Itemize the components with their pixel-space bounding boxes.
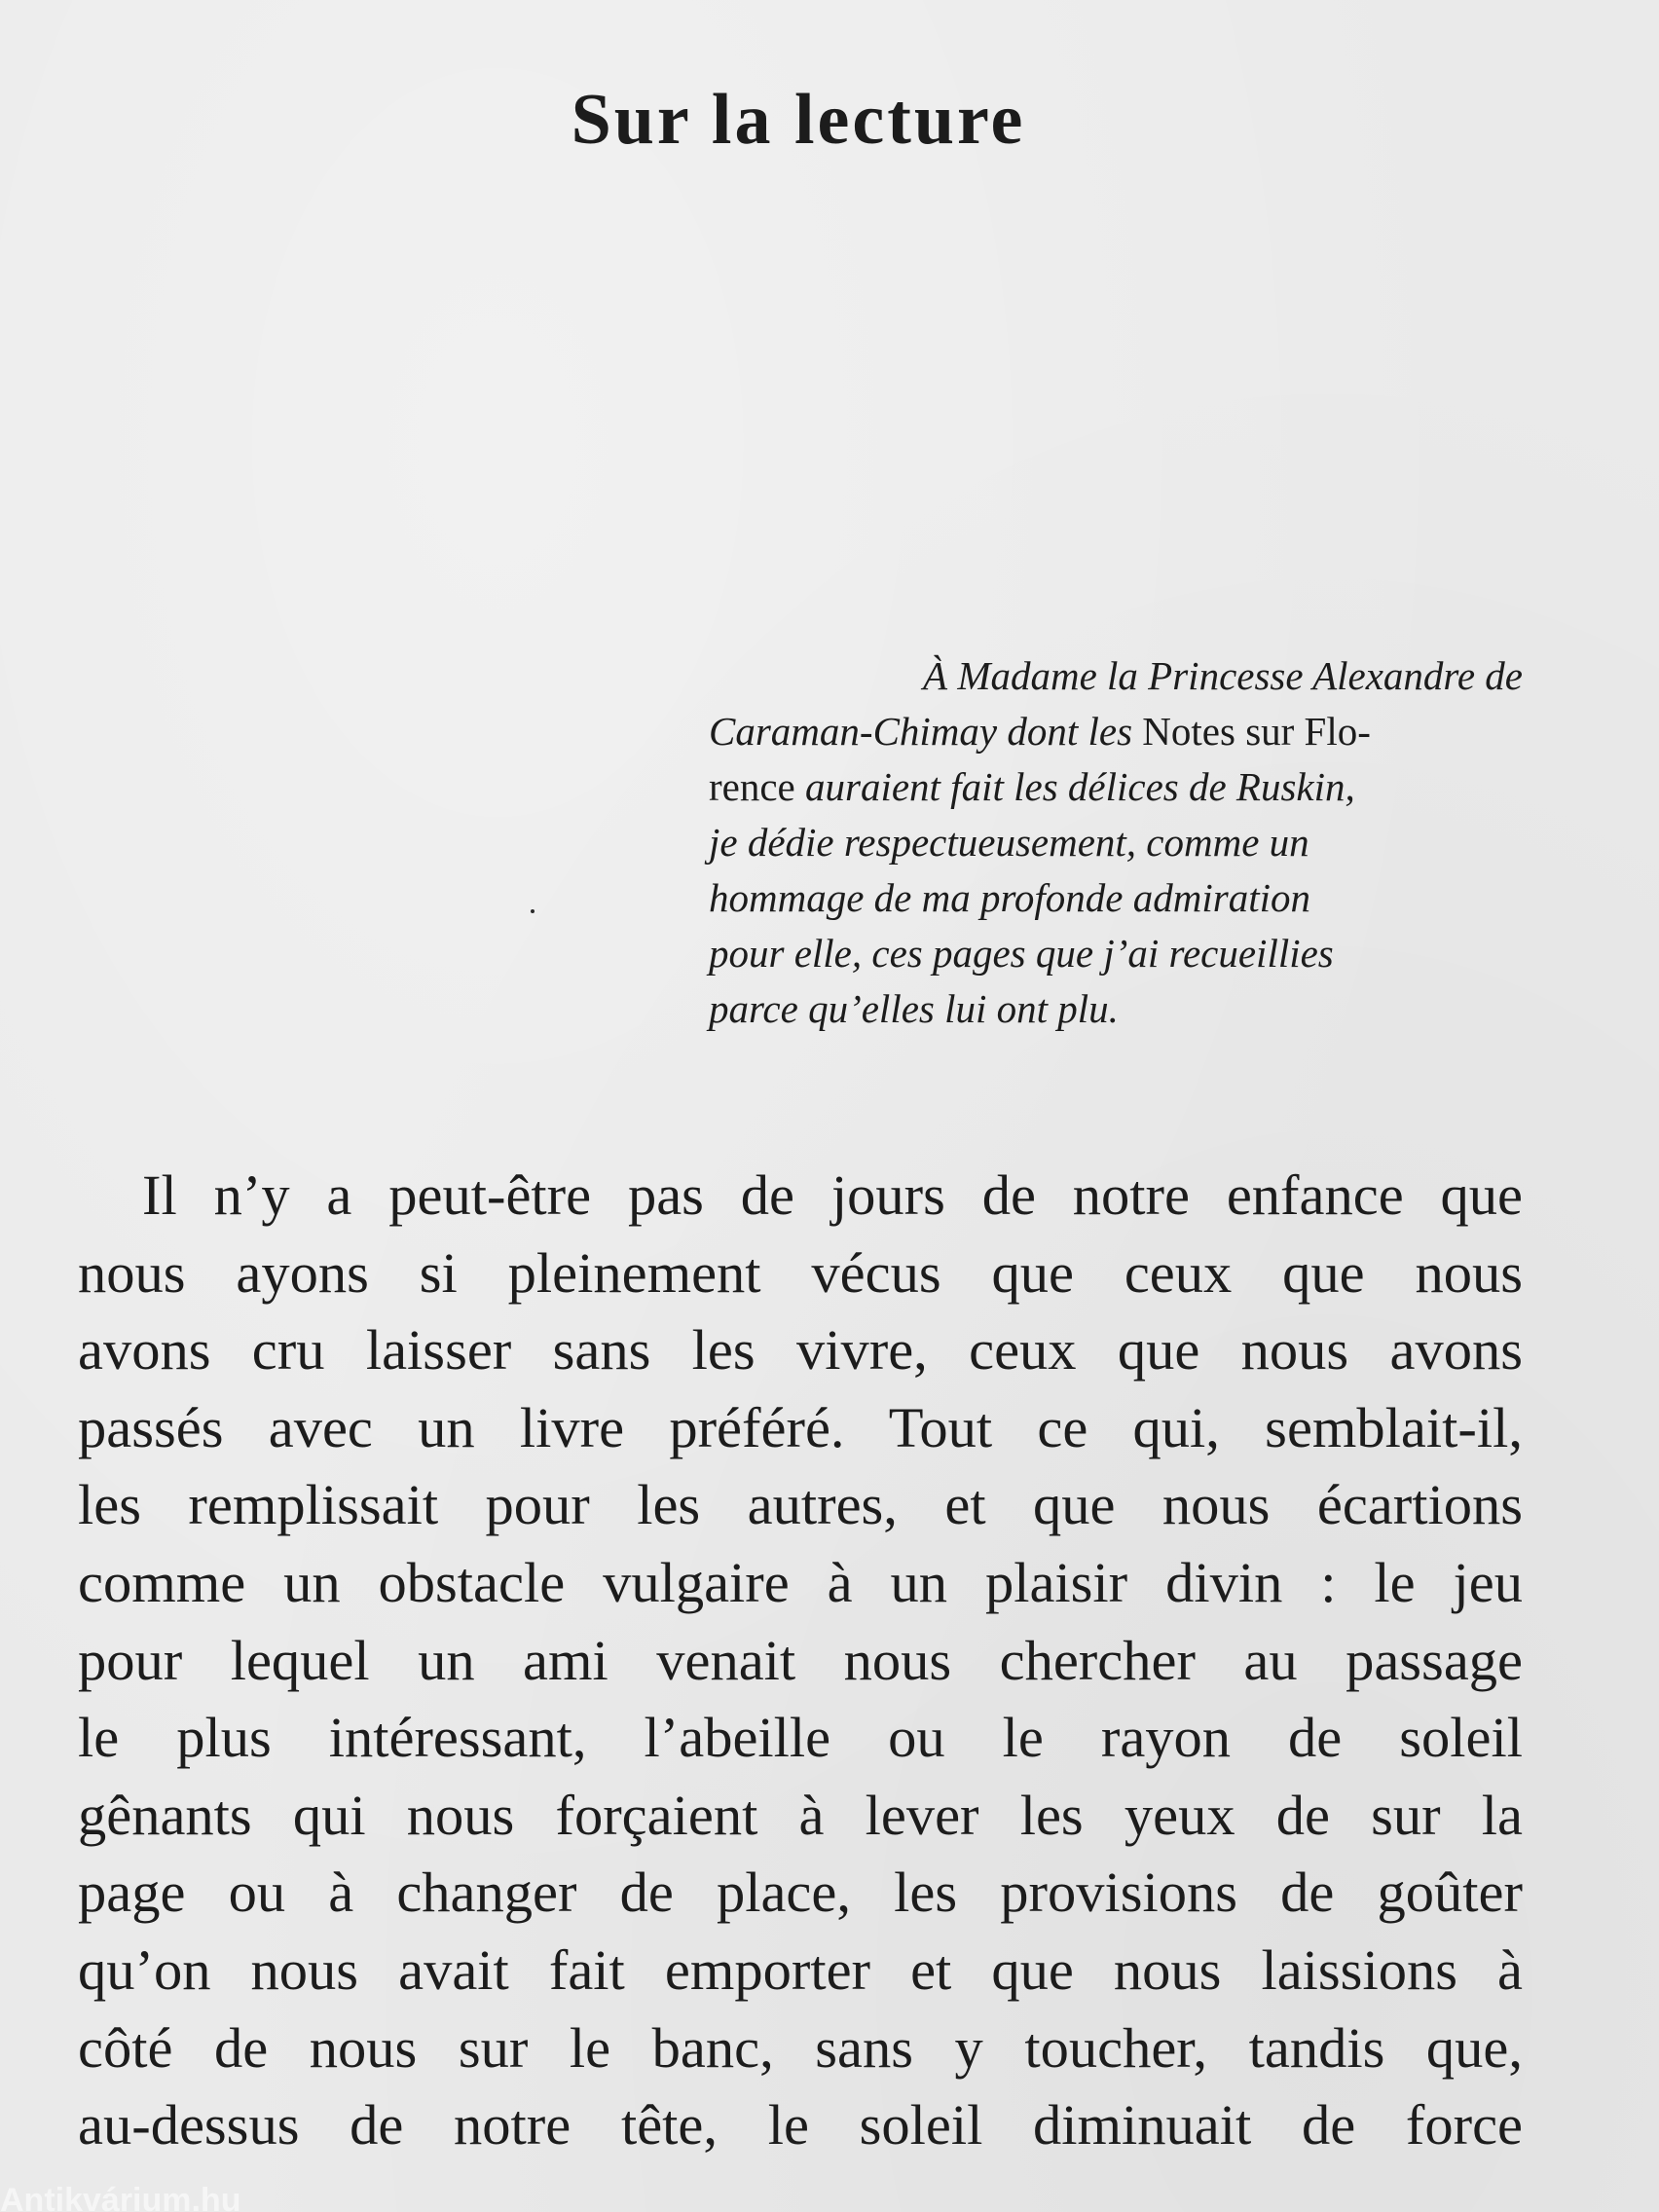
body-line: gênants qui nous forçaient à lever les yeux de sur la bbox=[78, 1783, 1523, 1847]
body-line: avons cru laisser sans les vivre, ceux que nous avons bbox=[78, 1318, 1523, 1382]
body-line: le plus intéressant, l’abeille ou le rayon de soleil bbox=[78, 1706, 1523, 1770]
dedication-italic-text: auraient fait les délices de Ruskin, bbox=[805, 764, 1355, 809]
dedication-italic-text: Caraman-Chimay dont les bbox=[709, 709, 1143, 754]
body-line: au-dessus de notre tête, le soleil diminuait de force bbox=[78, 2093, 1523, 2157]
ink-speck bbox=[531, 909, 535, 913]
dedication-italic-text: je dédie respectueusement, comme un bbox=[709, 820, 1309, 865]
dedication-roman-text: rence bbox=[709, 764, 805, 809]
body-line: qu’on nous avait fait emporter et que nous laissions à bbox=[78, 1937, 1523, 2002]
dedication-italic-text: À Madame la Princesse Alexandre de bbox=[923, 653, 1523, 698]
dedication-line bbox=[709, 648, 1523, 704]
dedication-line bbox=[709, 981, 1523, 1037]
body-line: les remplissait pour les autres, et que nous écartions bbox=[78, 1473, 1523, 1537]
body-line: nous ayons si pleinement vécus que ceux que nous bbox=[78, 1240, 1523, 1305]
body-line: page ou à changer de place, les provisions de goûter bbox=[78, 1861, 1523, 1925]
dedication-line bbox=[709, 704, 1523, 759]
dedication-line bbox=[709, 870, 1523, 926]
body-line: passés avec un livre préféré. Tout ce qui, semblait-il, bbox=[78, 1395, 1523, 1459]
dedication-italic-text: parce qu’elles lui ont plu. bbox=[709, 986, 1119, 1031]
dedication-line bbox=[709, 815, 1523, 870]
dedication bbox=[709, 648, 1523, 1037]
watermark-text: Antikvárium.hu bbox=[0, 2182, 241, 2212]
dedication-line bbox=[709, 759, 1523, 815]
body-line: pour lequel un ami venait nous chercher au passage bbox=[78, 1628, 1523, 1692]
dedication-line bbox=[709, 926, 1523, 981]
dedication-italic-text: hommage de ma profonde admiration bbox=[709, 875, 1310, 920]
dedication-roman-text: Notes sur Flo- bbox=[1142, 709, 1371, 754]
chapter-title: Sur la lecture bbox=[571, 80, 1026, 160]
dedication-italic-text: pour elle, ces pages que j’ai recueillies bbox=[709, 931, 1334, 976]
body-paragraph bbox=[78, 1157, 1523, 2164]
body-line: comme un obstacle vulgaire à un plaisir divin : le jeu bbox=[78, 1550, 1523, 1614]
body-line: Il n’y a peut-être pas de jours de notre enfance que bbox=[142, 1163, 1523, 1227]
body-line: côté de nous sur le banc, sans y toucher, tandis que, bbox=[78, 2015, 1523, 2080]
